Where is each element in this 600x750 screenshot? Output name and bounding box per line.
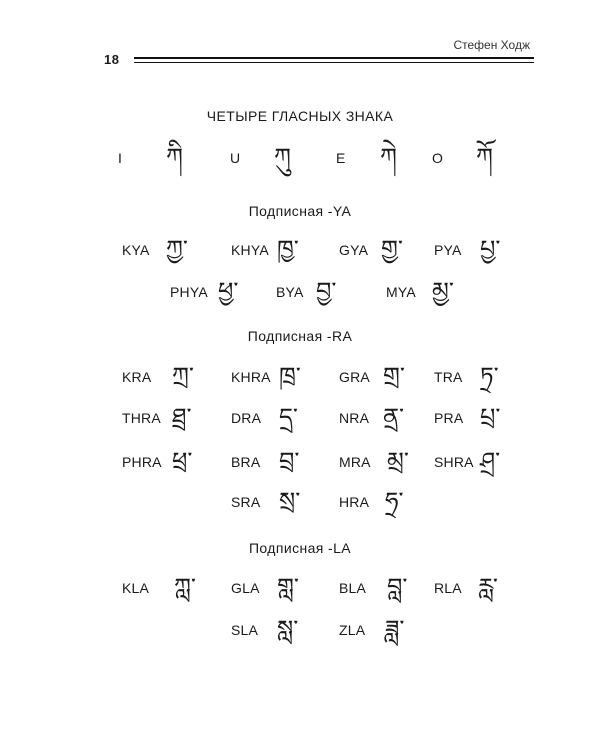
syllable-glyph: གླ་ [277,573,299,601]
syllable-label: KHRA [231,369,271,385]
vowel-label: O [432,150,444,166]
syllable-label: HRA [339,494,370,510]
syllable-glyph: མྲ་ [387,447,409,475]
syllable-label: KHYA [231,242,269,258]
vowel-label: I [118,150,123,166]
subjoined-ya-heading: Подписная -YA [248,203,352,219]
running-head: Стефен Ходж [453,38,530,52]
syllable-label: ZLA [339,622,366,638]
syllable-glyph: བླ་ [387,573,408,601]
syllable-label: MRA [339,454,371,470]
syllable-label: MYA [386,284,416,300]
syllable-label: BYA [276,284,304,300]
syllable-label: NRA [339,410,370,426]
syllable-label: TRA [434,369,463,385]
syllable-glyph: དྲ་ [279,403,298,431]
syllable-label: BLA [339,580,367,596]
syllable-glyph: སྲ་ [279,487,301,515]
header-rule-thin [134,62,534,63]
syllable-glyph: གྲ་ [383,362,405,390]
syllable-label: KYA [122,242,150,258]
syllable-label: KLA [122,580,150,596]
syllable-glyph: ཕྲ་ [172,447,193,475]
syllable-label: PHRA [122,454,162,470]
syllable-glyph: པྲ་ [480,403,501,431]
syllable-label: SHRA [434,454,474,470]
syllable-label: SLA [231,622,259,638]
syllable-glyph: ཁྲ་ [279,362,301,390]
syllable-glyph: པྱ་ [480,235,501,263]
syllable-glyph: ཐྲ་ [172,403,192,431]
syllable-label: RLA [434,580,462,596]
syllable-label: KRA [122,369,152,385]
header-rule-thick [134,57,534,59]
vowel-glyph: ཀུ [274,143,291,171]
vowel-glyph: ཀོ [476,143,493,171]
vowel-glyph: ཀེ [380,143,397,171]
syllable-glyph: རླ་ [478,573,498,601]
page-number: 18 [104,52,120,67]
syllable-glyph: ཀྲ་ [172,362,194,390]
vowel-label: E [336,150,346,166]
syllable-glyph: གྱ་ [381,235,403,263]
subjoined-ra-heading: Подписная -RA [247,328,353,344]
syllable-label: SRA [231,494,261,510]
syllable-glyph: སླ་ [277,615,299,643]
syllable-glyph: མྱ་ [432,277,454,305]
vowel-glyph: ཀི [166,143,183,171]
syllable-label: GLA [231,580,260,596]
syllable-label: DRA [231,410,262,426]
syllable-glyph: ཀླ་ [174,573,196,601]
syllable-glyph: བྲ་ [279,447,300,475]
syllable-label: GRA [339,369,370,385]
vowel-label: U [230,150,241,166]
syllable-label: PRA [434,410,464,426]
syllable-label: GYA [339,242,369,258]
syllable-glyph: བྱ་ [316,277,337,305]
syllable-label: PYA [434,242,462,258]
syllable-glyph: ཀྱ་ [166,235,188,263]
syllable-glyph: ཕྱ་ [218,277,239,305]
syllable-label: THRA [122,410,161,426]
subjoined-la-heading: Подписная -LA [248,540,352,556]
syllable-glyph: ཟླ་ [385,615,405,643]
syllable-label: PHYA [170,284,208,300]
syllable-glyph: ནྲ་ [383,403,405,431]
syllable-glyph: ཁྱ་ [277,235,299,263]
syllable-glyph: ཤྲ་ [480,447,501,475]
syllable-glyph: ཧྲ་ [385,487,404,515]
vowels-heading: ЧЕТЫРЕ ГЛАСНЫХ ЗНАКА [206,108,394,124]
syllable-glyph: ཏྲ་ [480,362,499,390]
syllable-label: BRA [231,454,261,470]
